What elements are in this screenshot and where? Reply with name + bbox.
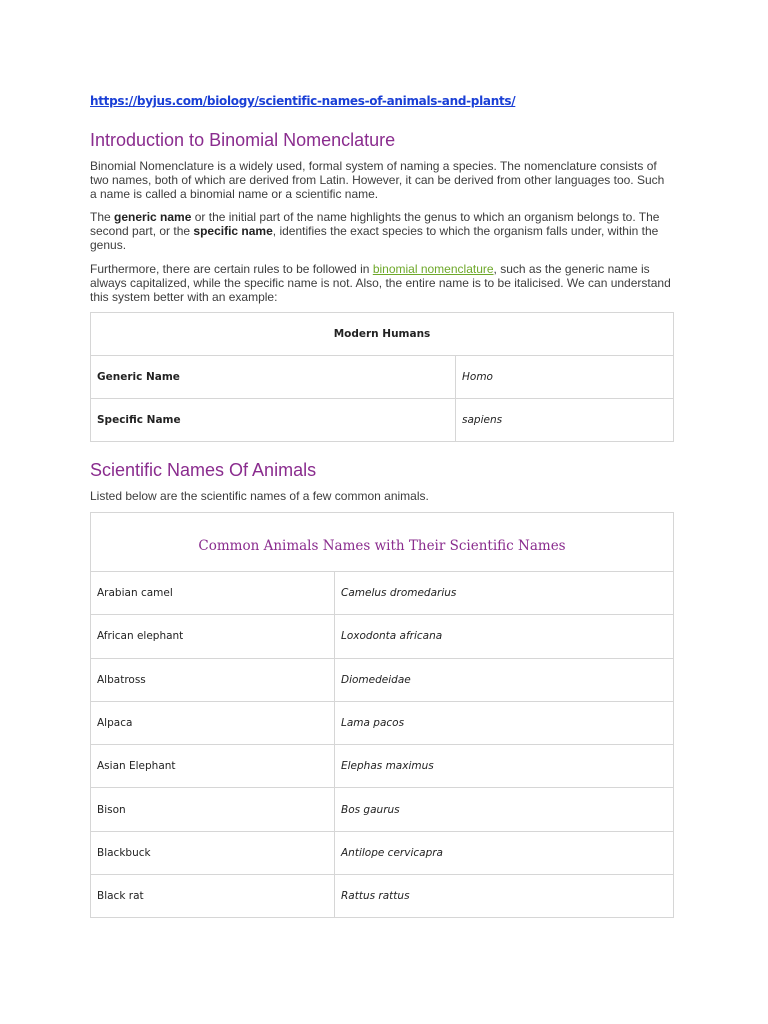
binomial-nomenclature-link[interactable]: binomial nomenclature	[372, 262, 494, 276]
para2-text-post: , identifies the exact species to which the organism falls under, within the genus.	[90, 224, 659, 252]
table-row	[91, 658, 674, 701]
animal-scientific-name: Rattus rattus	[335, 875, 674, 918]
animal-scientific-name: Antilope cervicapra	[335, 831, 674, 874]
animal-scientific-name: Bos gaurus	[335, 788, 674, 831]
specific-name-value: sapiens	[456, 399, 674, 442]
table-row	[91, 399, 674, 442]
source-url-link[interactable]: https://byjus.com/biology/scientific-names-of-animals-and-plants/	[90, 94, 516, 108]
table-row	[91, 356, 674, 399]
generic-name-term: generic name	[114, 210, 192, 224]
table-row	[91, 701, 674, 744]
specific-name-term: specific name	[193, 224, 273, 238]
example-table	[90, 312, 674, 442]
intro-paragraph-2	[90, 210, 674, 252]
animal-scientific-name: Camelus dromedarius	[335, 572, 674, 615]
table-row	[91, 788, 674, 831]
animal-name: Bison	[91, 788, 335, 831]
intro-paragraph-3	[90, 262, 674, 304]
generic-name-label: Generic Name	[91, 356, 456, 399]
table-row	[91, 572, 674, 615]
animals-table-caption: Common Animals Names with Their Scientific Names	[91, 513, 674, 572]
intro-heading: Introduction to Binomial Nomenclature	[90, 130, 396, 150]
animal-name: Albatross	[91, 658, 335, 701]
animal-name: Asian Elephant	[91, 745, 335, 788]
animal-name: Black rat	[91, 875, 335, 918]
table-row	[91, 615, 674, 658]
animal-scientific-name: Diomedeidae	[335, 658, 674, 701]
intro-paragraph-1: Binomial Nomenclature is a widely used, formal system of naming a species. The nomenclature consists of two names, both of which are derived from Latin. However, it can be derived from other languages too. Such a name is called a binomial name or a scientific name.	[90, 159, 665, 201]
animal-name: Blackbuck	[91, 831, 335, 874]
animal-scientific-name: Elephas maximus	[335, 745, 674, 788]
animal-scientific-name: Loxodonta africana	[335, 615, 674, 658]
example-caption-row	[91, 313, 674, 356]
table-row	[91, 831, 674, 874]
example-caption: Modern Humans	[91, 313, 674, 356]
generic-name-value: Homo	[456, 356, 674, 399]
table-row	[91, 745, 674, 788]
para2-text-pre: The	[90, 210, 115, 224]
para3-text-post: , such as the generic name is always capitalized, while the specific name is not. Also, the entire name is to be italicised. We can understand this system better with an example:	[90, 262, 671, 304]
specific-name-label: Specific Name	[91, 399, 456, 442]
animals-intro: Listed below are the scientific names of a few common animals.	[90, 489, 429, 503]
animal-scientific-name: Lama pacos	[335, 701, 674, 744]
table-row	[91, 875, 674, 918]
animal-name: African elephant	[91, 615, 335, 658]
animals-table	[90, 512, 674, 918]
para2-text-mid: or the initial part of the name highlights the genus to which an organism belongs to. The second part, or the	[90, 210, 660, 238]
para3-text-pre: Furthermore, there are certain rules to be followed in	[90, 262, 373, 276]
animals-caption-row	[91, 513, 674, 572]
animal-name: Arabian camel	[91, 572, 335, 615]
animal-name: Alpaca	[91, 701, 335, 744]
animals-heading: Scientific Names Of Animals	[90, 460, 317, 480]
